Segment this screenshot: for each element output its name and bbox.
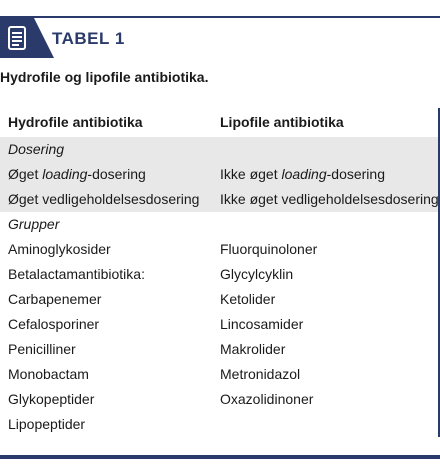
column-header-hydrophilic: Hydrofile antibiotika [8, 114, 143, 130]
section-label-row [0, 212, 438, 237]
table-header [0, 18, 440, 58]
cell-lipophilic: Makrolider [220, 341, 286, 357]
antibiotics-table [0, 108, 440, 437]
cell-hydrophilic: Monobactam [8, 366, 89, 382]
column-header-row [0, 108, 438, 137]
cell-hydrophilic: Cefalosporiner [8, 316, 100, 332]
table-row [0, 412, 438, 437]
cell-lipophilic: Lincosamider [220, 316, 304, 332]
cell-lipophilic: Fluorquinoloner [220, 241, 318, 257]
table-row [0, 337, 438, 362]
cell-hydrophilic: Betalactamantibiotika: [8, 266, 145, 282]
cell-hydrophilic: Aminoglykosider [8, 241, 111, 257]
column-header-lipophilic: Lipofile antibiotika [220, 114, 344, 130]
cell-hydrophilic: Øget vedligeholdelsesdosering [8, 191, 200, 207]
table-row [0, 162, 438, 187]
cell-hydrophilic: Glykopeptider [8, 391, 95, 407]
table-row [0, 237, 438, 262]
cell-hydrophilic: Lipopeptider [8, 416, 86, 432]
groups-section-label: Grupper [8, 216, 60, 232]
table-row [0, 262, 438, 287]
cell-lipophilic: Oxazolidinoner [220, 391, 314, 407]
cell-hydrophilic: Penicilliner [8, 341, 76, 357]
table-row [0, 362, 438, 387]
table-row [0, 312, 438, 337]
table-subtitle: Hydrofile og lipofile antibiotika. [0, 69, 209, 85]
section-label-row [0, 137, 438, 162]
bottom-rule [0, 455, 440, 459]
cell-lipophilic: Metronidazol [220, 366, 301, 382]
dosing-section-label: Dosering [8, 141, 65, 157]
document-list-icon [7, 26, 27, 50]
cell-lipophilic: Ketolider [220, 291, 276, 307]
table-row [0, 387, 438, 412]
table-label: TABEL 1 [52, 29, 125, 48]
cell-lipophilic: Ikke øget loading-dosering [220, 166, 385, 182]
cell-hydrophilic: Øget loading-dosering [8, 166, 146, 182]
table-row [0, 187, 438, 212]
cell-lipophilic: Ikke øget vedligeholdelsesdosering [220, 191, 439, 207]
header-tab [0, 18, 54, 58]
cell-hydrophilic: Carbapenemer [8, 291, 102, 307]
cell-lipophilic: Glycylcyklin [220, 266, 294, 282]
table-row [0, 287, 438, 312]
